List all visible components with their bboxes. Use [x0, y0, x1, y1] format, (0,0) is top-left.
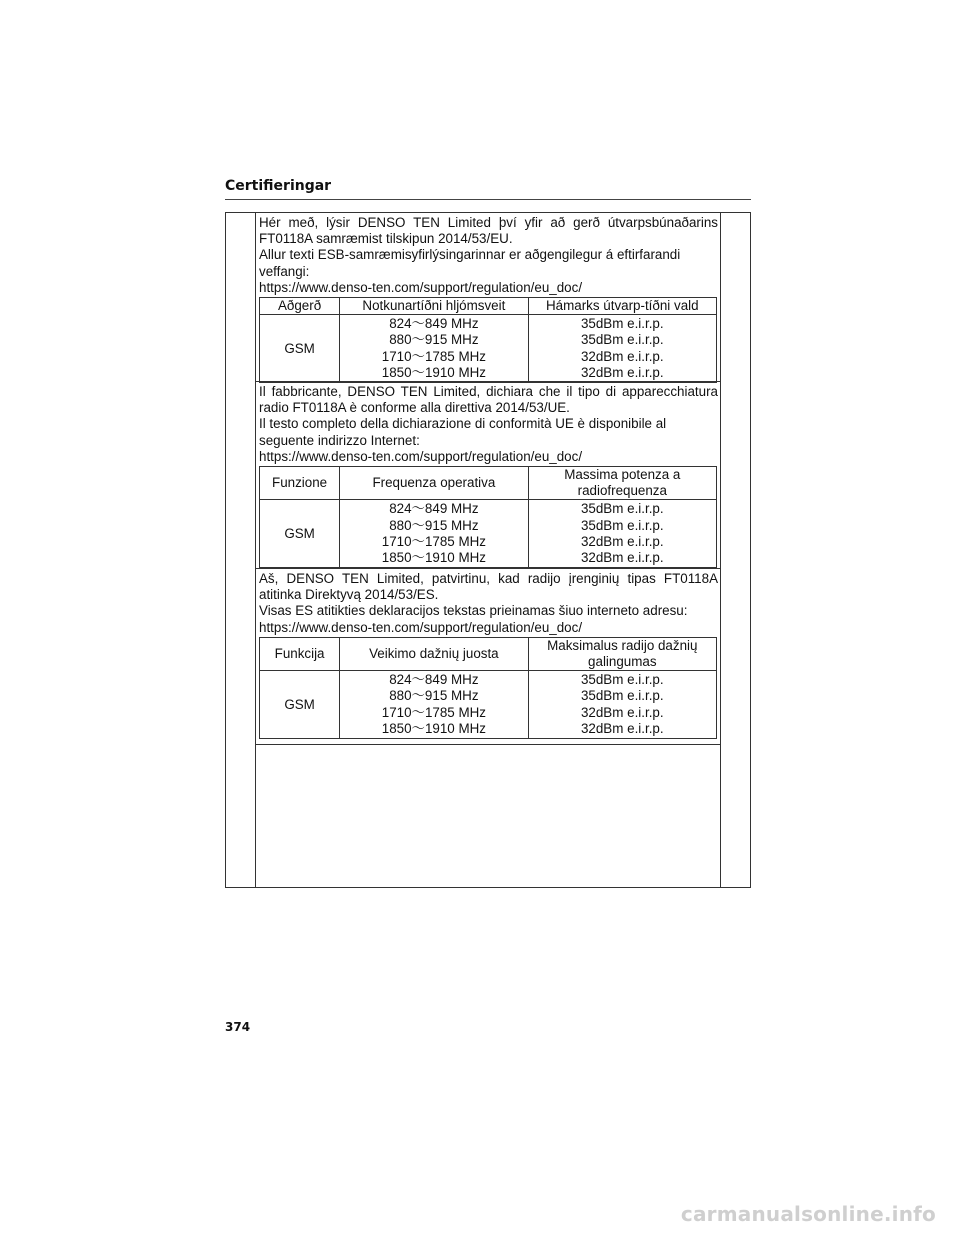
- power-value: 32dBm e.i.r.p.: [580, 364, 664, 380]
- frequency-band: 880～915 MHz: [389, 688, 479, 704]
- function-cell: GSM: [260, 500, 340, 568]
- title-rule: [225, 199, 751, 200]
- declaration-paragraph: Il fabbricante, DENSO TEN Limited, dichiara che il tipo di apparecchiatura radio FT0118A è conforme alla direttiva 2014/53/UE.: [259, 384, 718, 416]
- page-number: 374: [225, 1020, 251, 1034]
- radio-spec-table: [259, 466, 717, 568]
- table-header-row: [260, 637, 717, 670]
- power-cell: [528, 671, 716, 739]
- power-value: 32dBm e.i.r.p.: [580, 533, 664, 549]
- frequency-band: 1850～1910 MHz: [381, 720, 486, 736]
- frequency-cell: [340, 500, 528, 568]
- frequency-band: 824～849 MHz: [389, 501, 479, 517]
- power-value: 32dBm e.i.r.p.: [580, 704, 664, 720]
- power-value: 35dBm e.i.r.p.: [580, 672, 664, 688]
- power-cell: [528, 315, 716, 383]
- frequency-band: 824～849 MHz: [389, 672, 479, 688]
- header-frequency: Notkunartíðni hljómsveit: [340, 298, 528, 315]
- frequency-band: 824～849 MHz: [389, 316, 479, 332]
- radio-spec-table: [259, 297, 717, 383]
- power-value: 32dBm e.i.r.p.: [580, 348, 664, 364]
- table-header-row: [260, 467, 717, 500]
- header-power: Hámarks útvarp-tíðni vald: [528, 298, 716, 315]
- frequency-cell: [340, 671, 528, 739]
- section-title: Certifieringar: [225, 178, 332, 194]
- declaration-url: https://www.denso-ten.com/support/regulation/eu_doc/: [259, 279, 583, 295]
- power-cell: [528, 500, 716, 568]
- table-header-row: [260, 298, 717, 315]
- frequency-cell: [340, 315, 528, 383]
- radio-spec-table: [259, 637, 717, 739]
- table-row: [260, 500, 717, 568]
- power-value: 32dBm e.i.r.p.: [580, 720, 664, 736]
- header-function: Funkcija: [260, 637, 340, 670]
- function-cell: GSM: [260, 671, 340, 739]
- declaration-block-italian: [256, 382, 720, 569]
- power-value: 35dBm e.i.r.p.: [580, 501, 664, 517]
- declaration-block-icelandic: [256, 213, 720, 382]
- declaration-paragraph: Hér með, lýsir DENSO TEN Limited því yfir að gerð útvarpsbúnaðarins FT0118A samræmist tilskipun 2014/53/EU.: [259, 215, 718, 247]
- table-row: [260, 671, 717, 739]
- frequency-band: 1710～1785 MHz: [381, 348, 486, 364]
- declaration-url: https://www.denso-ten.com/support/regulation/eu_doc/: [259, 619, 583, 635]
- header-frequency: Frequenza operativa: [340, 467, 528, 500]
- power-value: 35dBm e.i.r.p.: [580, 688, 664, 704]
- declaration-url: https://www.denso-ten.com/support/regulation/eu_doc/: [259, 448, 583, 464]
- frequency-band: 1850～1910 MHz: [381, 550, 486, 566]
- frequency-band: 1710～1785 MHz: [381, 533, 486, 549]
- declaration-block-lithuanian: [256, 569, 720, 745]
- frame-right-margin-rule: [720, 212, 721, 888]
- table-row: [260, 315, 717, 383]
- watermark: carmanualsonline.info: [680, 1202, 936, 1226]
- power-value: 35dBm e.i.r.p.: [580, 517, 664, 533]
- power-value: 35dBm e.i.r.p.: [580, 316, 664, 332]
- power-value: 35dBm e.i.r.p.: [580, 332, 664, 348]
- frequency-band: 880～915 MHz: [389, 332, 479, 348]
- header-power: Maksimalus radijo dažnių galingumas: [528, 637, 716, 670]
- declaration-availability-paragraph: Visas ES atitikties deklaracijos tekstas prieinamas šiuo interneto adresu:: [259, 603, 688, 619]
- header-function: Funzione: [260, 467, 340, 500]
- header-frequency: Veikimo dažnių juosta: [340, 637, 528, 670]
- frequency-band: 1850～1910 MHz: [381, 364, 486, 380]
- frequency-band: 1710～1785 MHz: [381, 704, 486, 720]
- header-power: Massima potenza a radiofrequenza: [528, 467, 716, 500]
- declaration-availability-paragraph: Il testo completo della dichiarazione di conformità UE è disponibile al seguente indirizzo Internet:: [259, 416, 667, 448]
- declaration-availability-paragraph: Allur texti ESB-samræmisyfirlýsingarinnar er aðgengilegur á eftirfarandi veffangi:: [259, 247, 681, 279]
- power-value: 32dBm e.i.r.p.: [580, 550, 664, 566]
- header-function: Aðgerð: [260, 298, 340, 315]
- declaration-paragraph: Aš, DENSO TEN Limited, patvirtinu, kad radijo įrenginių tipas FT0118A atitinka Direktyvą 2014/53/ES.: [259, 571, 718, 603]
- frequency-band: 880～915 MHz: [389, 517, 479, 533]
- function-cell: GSM: [260, 315, 340, 383]
